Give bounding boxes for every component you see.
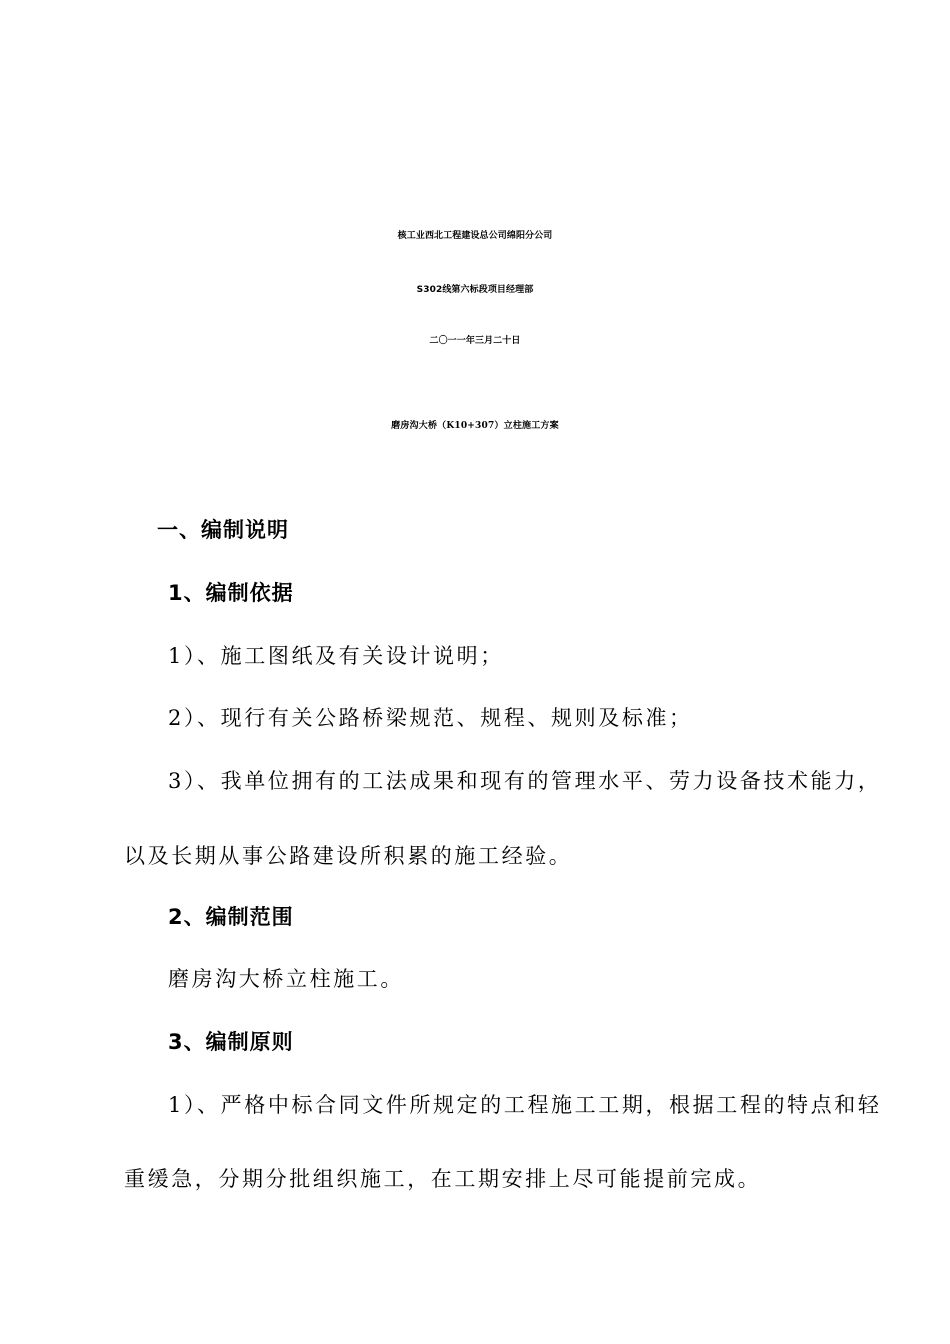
- principle-item-1-line-2: 重缓急，分期分批组织施工，在工期安排上尽可能提前完成。: [124, 1167, 762, 1191]
- principle-item-1-line-1: 1）、严格中标合同文件所规定的工程施工工期，根据工程的特点和轻: [168, 1093, 882, 1117]
- basis-item-3-line-2: 以及长期从事公路建设所积累的施工经验。: [124, 844, 573, 868]
- subsection-heading-basis: 1、编制依据: [168, 581, 294, 605]
- document-title: 磨房沟大桥（K10+307）立柱施工方案: [391, 421, 559, 431]
- subsection-heading-scope: 2、编制范围: [168, 905, 294, 929]
- document-date: 二〇一一年三月二十日: [429, 336, 521, 346]
- project-department: S302线第六标段项目经理部: [416, 285, 534, 295]
- basis-item-1: 1）、施工图纸及有关设计说明；: [168, 644, 504, 668]
- scope-text: 磨房沟大桥立柱施工。: [168, 967, 404, 991]
- subsection-heading-principle: 3、编制原则: [168, 1030, 294, 1054]
- basis-item-2: 2）、现行有关公路桥梁规范、规程、规则及标准；: [168, 706, 693, 730]
- basis-item-3-line-1: 3）、我单位拥有的工法成果和现有的管理水平、劳力设备技术能力，: [168, 769, 882, 793]
- section-heading: 一、编制说明: [157, 518, 289, 542]
- company-name: 核工业西北工程建设总公司绵阳分公司: [397, 231, 553, 241]
